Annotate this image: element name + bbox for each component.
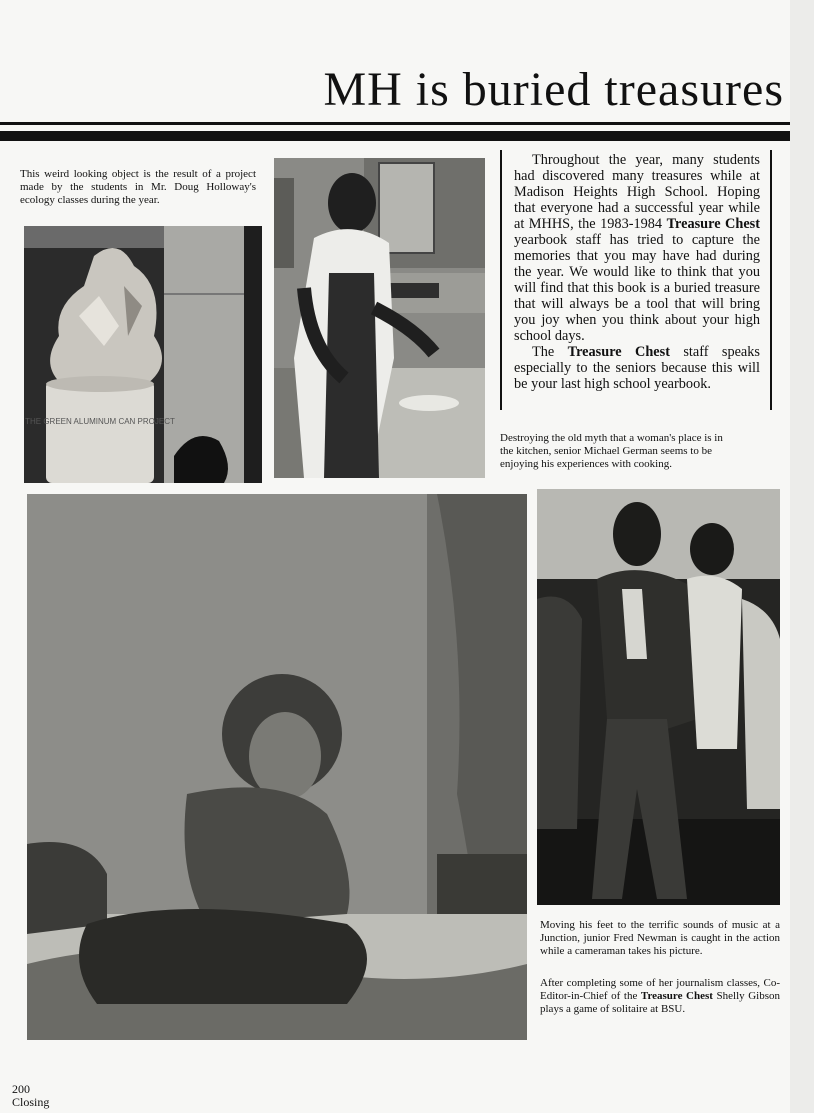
caption-dancing: Moving his feet to the terrific sounds of music at a Junction, junior Fred Newman is caught in the action while a cameraman takes his picture. bbox=[540, 919, 780, 957]
photo-dancing bbox=[537, 489, 780, 905]
ecology-sign-text: THE GREEN ALUMINUM CAN PROJECT bbox=[25, 417, 175, 426]
body-p1-text: Throughout the year, many students had discovered many treasures while at Madison Heights High School. Hoping that everyone had a successful year while at MHHS, the 1983-1984 bbox=[514, 152, 760, 232]
title-rule-thick bbox=[0, 131, 790, 141]
caption-cooking: Destroying the old myth that a woman's place is in the kitchen, senior Michael German seems to be enjoying his experiences with cooking. bbox=[500, 432, 723, 470]
photo-cooking bbox=[274, 158, 485, 478]
body-text-column bbox=[500, 150, 772, 410]
title-rule-thin bbox=[0, 122, 790, 125]
dancing-image bbox=[537, 489, 780, 905]
caption-solitaire bbox=[540, 977, 780, 1016]
body-p2-yearbook-name: Treasure Chest bbox=[567, 344, 670, 360]
caption-ecology-project: This weird looking object is the result of a project made by the students in Mr. Doug Holloway's ecology classes during the year. bbox=[20, 168, 256, 206]
caption-solitaire-text-cont: Shelly Gibson plays a game of solitaire at BSU. bbox=[540, 990, 780, 1015]
photo-ecology-sculpture bbox=[24, 226, 262, 483]
caption-solitaire-text: After completing some of her journalism classes, Co-Editor-in-Chief of the bbox=[540, 977, 780, 1002]
page-number: 200 bbox=[12, 1082, 30, 1096]
page-folio bbox=[12, 1083, 49, 1109]
body-p1-yearbook-name: Treasure Chest bbox=[666, 216, 760, 232]
body-p2-text-cont: staff speaks especially to the seniors because this will be your last high school yearbook. bbox=[514, 344, 760, 392]
body-paragraph-2 bbox=[514, 344, 760, 392]
body-p2-text: The bbox=[532, 344, 568, 360]
page-title: MH is buried treasures bbox=[323, 63, 784, 116]
caption-solitaire-yearbook-name: Treasure Chest bbox=[640, 990, 713, 1002]
body-paragraph-1 bbox=[514, 152, 760, 344]
ecology-sculpture-image bbox=[24, 226, 262, 483]
cooking-image bbox=[274, 158, 485, 478]
page-edge bbox=[790, 0, 814, 1113]
section-name: Closing bbox=[12, 1095, 50, 1109]
solitaire-image bbox=[27, 494, 527, 1040]
body-p1-text-cont: yearbook staff has tried to capture the memories that you may have had during the year. We would like to think that you will find that this book is a buried treasure that will always be a tool that will bring you joy when you think about your high school days. bbox=[514, 232, 760, 344]
photo-solitaire bbox=[27, 494, 527, 1040]
